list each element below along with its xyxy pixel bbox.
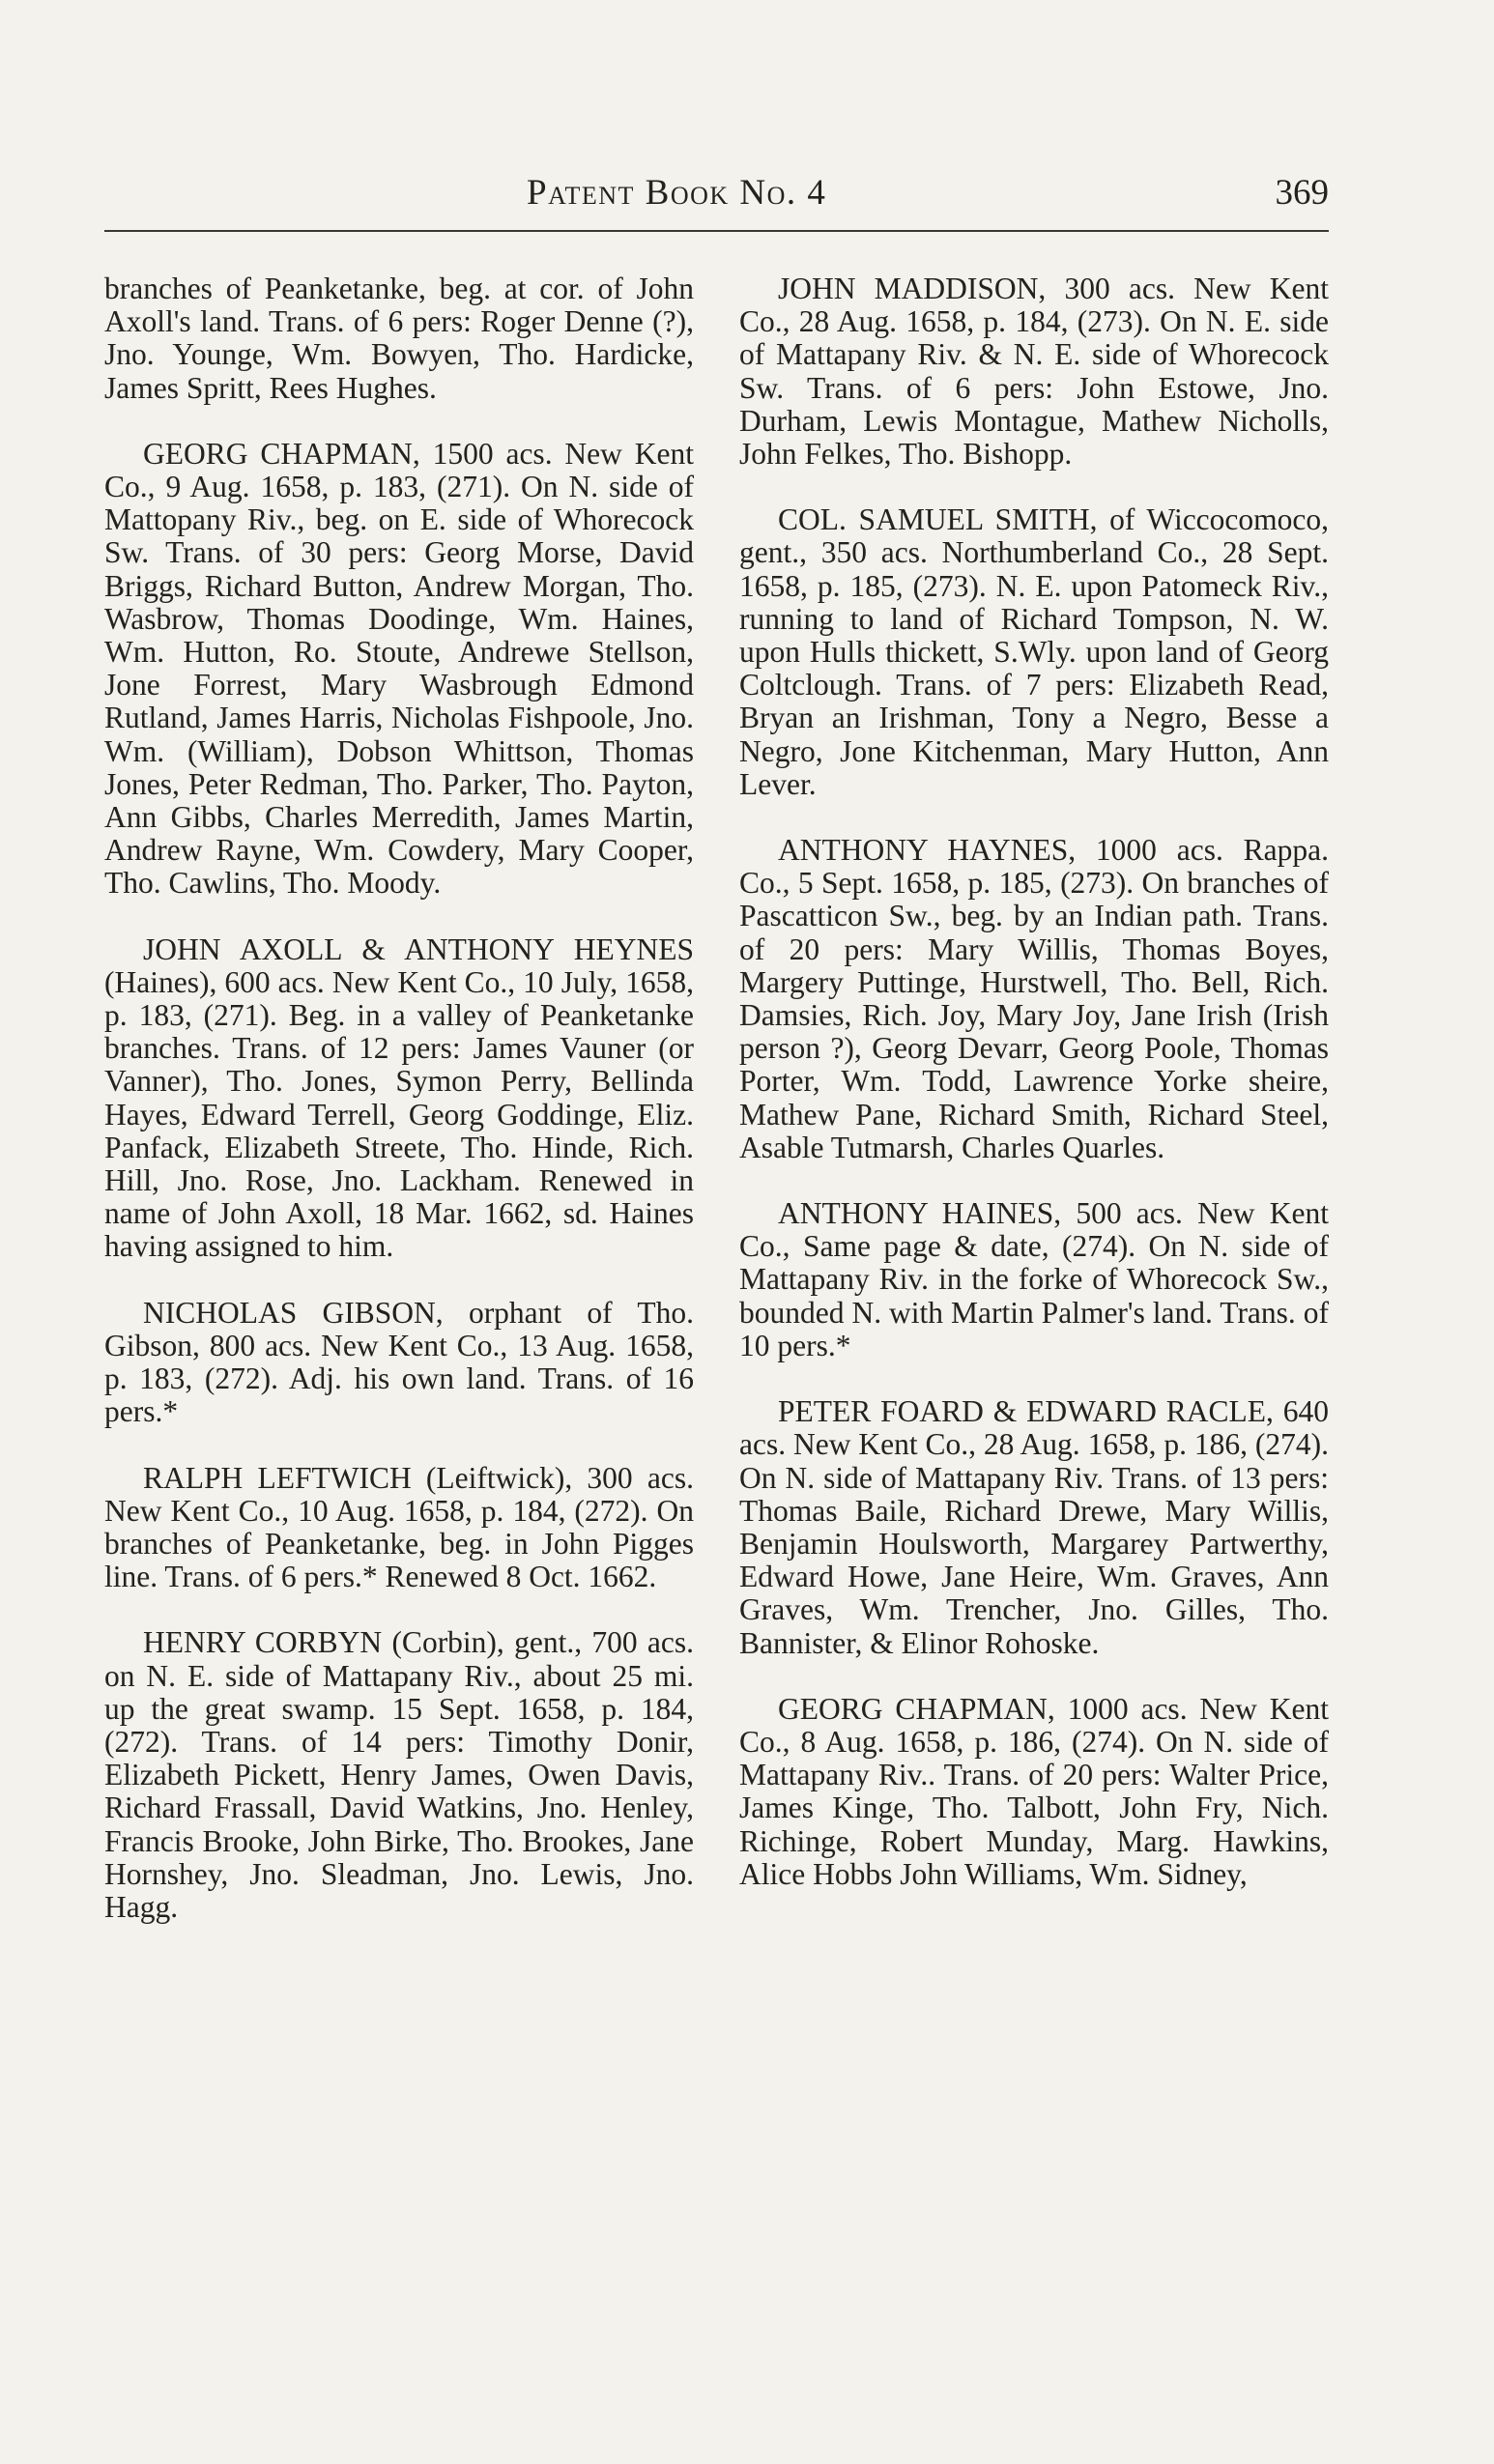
patent-entry: ANTHONY HAYNES, 1000 acs. Rappa. Co., 5 Sept. 1658, p. 185, (273). On branches of Pascatticon Sw., beg. by an Indian path. Trans. of 20 pers: Mary Willis, Thomas Boyes, Margery Puttinge, Hurstwell, Tho. Bell, Rich. Damsies, Rich. Joy, Mary Joy, Jane Irish (Irish person ?), Georg Devarr, Georg Poole, Thomas Porter, Wm. Todd, Lawrence Yorke sheire, Mathew Pane, Richard Smith, Richard Steel, Asable Tutmarsh, Charles Quarles. <box>739 833 1329 1164</box>
running-head: Patent Book No. 4 <box>527 173 827 213</box>
page-header <box>104 169 1329 217</box>
patent-entry: HENRY CORBYN (Corbin), gent., 700 acs. on N. E. side of Mattapany Riv., about 25 mi. up the great swamp. 15 Sept. 1658, p. 184, (272). Trans. of 14 pers: Timothy Donir, Elizabeth Pickett, Henry James, Owen Davis, Richard Frassall, David Watkins, Jno. Henley, Francis Brooke, John Birke, Tho. Brookes, Jane Hornshey, Jno. Sleadman, Jno. Lewis, Jno. Hagg. <box>104 1625 694 1924</box>
patent-entry: GEORG CHAPMAN, 1500 acs. New Kent Co., 9 Aug. 1658, p. 183, (271). On N. side of Mattopany Riv., beg. on E. side of Whorecock Sw. Trans. of 30 pers: Georg Morse, David Briggs, Richard Button, Andrew Morgan, Tho. Wasbrow, Thomas Doodinge, Wm. Haines, Wm. Hutton, Ro. Stoute, Andrewe Stellson, Jone Forrest, Mary Wasbrough Edmond Rutland, James Harris, Nicholas Fishpoole, Jno. Wm. (William), Dobson Whittson, Thomas Jones, Peter Redman, Tho. Parker, Tho. Payton, Ann Gibbs, Charles Merredith, James Martin, Andrew Rayne, Wm. Cowdery, Mary Cooper, Tho. Cawlins, Tho. Moody. <box>104 436 694 901</box>
patent-entry-continued: branches of Peanketanke, beg. at cor. of John Axoll's land. Trans. of 6 pers: Roger Denne (?), Jno. Younge, Wm. Bowyen, Tho. Hardicke, James Spritt, Rees Hughes. <box>104 272 694 405</box>
right-column <box>739 272 1329 1891</box>
patent-entry: JOHN MADDISON, 300 acs. New Kent Co., 28 Aug. 1658, p. 184, (273). On N. E. side of Mattapany Riv. & N. E. side of Whorecock Sw. Trans. of 6 pers: John Estowe, Jno. Durham, Lewis Montague, Mathew Nicholls, John Felkes, Tho. Bishopp. <box>739 272 1329 472</box>
patent-entry: PETER FOARD & EDWARD RACLE, 640 acs. New Kent Co., 28 Aug. 1658, p. 186, (274). On N. side of Mattapany Riv. Trans. of 13 pers: Thomas Baile, Richard Drewe, Mary Willis, Benjamin Houlsworth, Margarey Partwerthy, Edward Howe, Jane Heire, Wm. Graves, Ann Graves, Wm. Trencher, Jno. Gilles, Tho. Bannister, & Elinor Rohoske. <box>739 1394 1329 1660</box>
patent-entry: RALPH LEFTWICH (Leiftwick), 300 acs. New Kent Co., 10 Aug. 1658, p. 184, (272). On branches of Peanketanke, beg. in John Pigges line. Trans. of 6 pers.* Renewed 8 Oct. 1662. <box>104 1460 694 1594</box>
header-rule <box>104 230 1329 232</box>
patent-entry: ANTHONY HAINES, 500 acs. New Kent Co., Same page & date, (274). On N. side of Mattapany Riv. in the forke of Whorecock Sw., bounded N. with Martin Palmer's land. Trans. of 10 pers.* <box>739 1196 1329 1362</box>
patent-entry: GEORG CHAPMAN, 1000 acs. New Kent Co., 8 Aug. 1658, p. 186, (274). On N. side of Mattapany Riv.. Trans. of 20 pers: Walter Price, James Kinge, Tho. Talbott, John Fry, Nich. Richinge, Robert Munday, Marg. Hawkins, Alice Hobbs John Williams, Wm. Sidney, <box>739 1691 1329 1891</box>
patent-entry: COL. SAMUEL SMITH, of Wiccocomoco, gent., 350 acs. Northumberland Co., 28 Sept. 1658, p. 185, (273). N. E. upon Patomeck Riv., running to land of Richard Tompson, N. W. upon Hulls thickett, S.Wly. upon land of Georg Coltclough. Trans. of 7 pers: Elizabeth Read, Bryan an Irishman, Tony a Negro, Besse a Negro, Jone Kitchenman, Mary Hutton, Ann Lever. <box>739 502 1329 801</box>
patent-entry: JOHN AXOLL & ANTHONY HEYNES (Haines), 600 acs. New Kent Co., 10 July, 1658, p. 183, (271). Beg. in a valley of Peanketanke branches. Trans. of 12 pers: James Vauner (or Vanner), Tho. Jones, Symon Perry, Bellinda Hayes, Edward Terrell, Georg Goddinge, Eliz. Panfack, Elizabeth Streete, Tho. Hinde, Rich. Hill, Jno. Rose, Jno. Lackham. Renewed in name of John Axoll, 18 Mar. 1662, sd. Haines having assigned to him. <box>104 931 694 1264</box>
left-column <box>104 272 694 1924</box>
page-number: 369 <box>1275 173 1329 213</box>
patent-entry: NICHOLAS GIBSON, orphant of Tho. Gibson, 800 acs. New Kent Co., 13 Aug. 1658, p. 183, (272). Adj. his own land. Trans. of 16 pers.* <box>104 1295 694 1429</box>
